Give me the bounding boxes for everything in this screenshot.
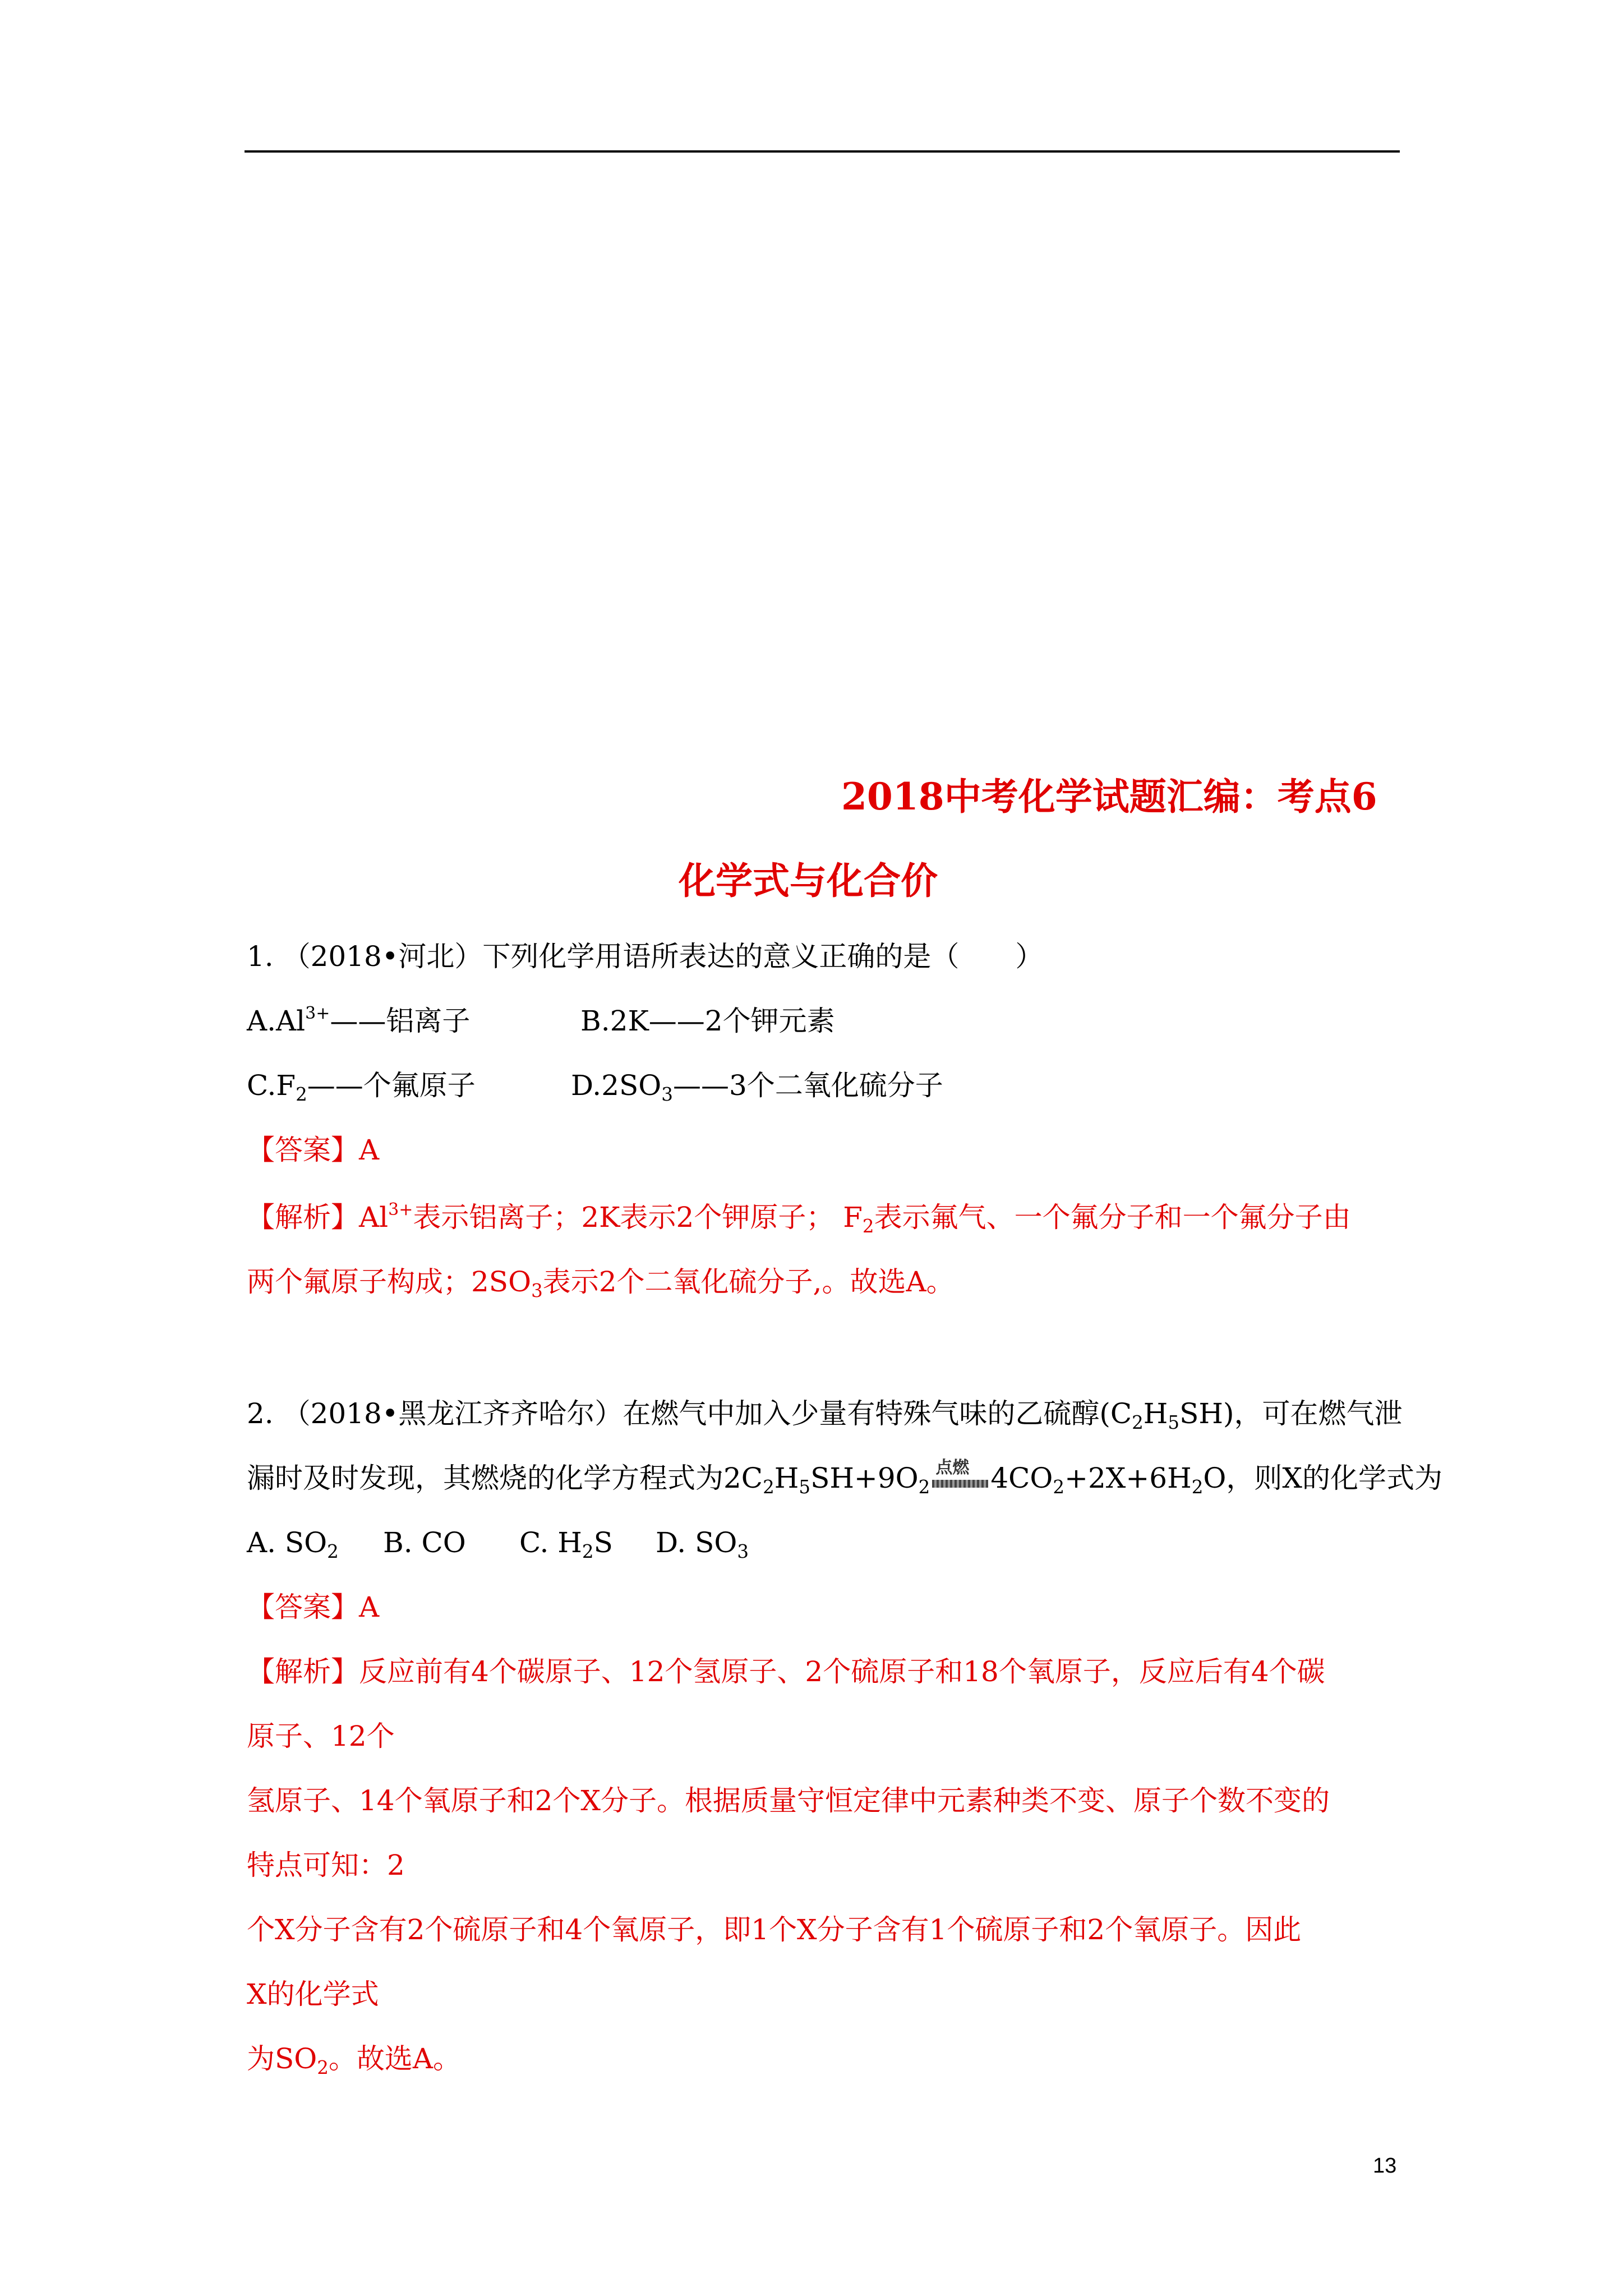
doc-title-line2: 化学式与化合价 (679, 859, 938, 903)
q2-option-d: D. $SO_3$ (656, 1526, 749, 1562)
q2-analysis-line5: 个X分子含有2个硫原子和4个氧原子，即1个X分子含有1个硫原子和2个氧原子。因此 (247, 1913, 1302, 1946)
q2-option-c: C. $H_2S$ (519, 1526, 613, 1562)
q2-analysis-line2: 原子、12个 (247, 1720, 395, 1752)
page-number: 13 (1373, 2154, 1397, 2178)
q2-analysis-line7: 为$SO_2$。故选A。 (247, 2042, 462, 2078)
q2-analysis-line6: X的化学式 (247, 1978, 379, 2010)
q1-answer: 【答案】A (247, 1134, 380, 1166)
header-rule (245, 150, 1400, 153)
q1-options-ab (247, 1004, 835, 1038)
doc-title-line1: 2018中考化学试题汇编：考点6 (841, 775, 1377, 818)
q2-analysis-line3: 氢原子、14个氧原子和2个X分子。根据质量守恒定律中元素种类不变、原子个数不变的 (247, 1784, 1330, 1817)
q1-analysis-line2: 两个氟原子构成；$2SO_3$表示2个二氧化硫分子,。故选A。 (247, 1266, 955, 1301)
q2-analysis-line1: 【解析】反应前有4个碳原子、12个氢原子、2个硫原子和18个氧原子，反应后有4个碳 (247, 1655, 1325, 1688)
q1-option-b: B.2K——2个钾元素 (580, 1005, 835, 1037)
q1-option-c: $C.F_2——$个氟原子 (247, 1069, 476, 1105)
q1-option-d: $D.2SO_3——3$个二氧化硫分子 (571, 1069, 943, 1105)
reaction-condition-arrow: 点燃 (932, 1463, 988, 1491)
q2-analysis-line4: 特点可知：2 (247, 1849, 405, 1881)
q1-analysis-line1: 【解析】$Al^{3+}$表示铝离子；2K表示2个钾原子； $F_2$表示氟气、一个氟分子和一个氟分子由 (247, 1200, 1351, 1237)
q2-option-a: A. $SO_2$ (247, 1526, 339, 1562)
q2-stem-line1: 2. （2018•黑龙江齐齐哈尔）在燃气中加入少量有特殊气味的乙硫醇$(C_2H_5SH)$，可在燃气泄 (247, 1397, 1403, 1433)
q2-option-b: B. CO (383, 1526, 466, 1559)
q1-option-a: $A.Al^{3+}——$铝离子 (247, 1004, 471, 1037)
q2-options (247, 1526, 749, 1562)
q2-stem-line2: 漏时及时发现，其燃烧的化学方程式为$2C_2H_5SH+9O_2$ 点燃 $4CO_2+2X+6H_2O$，则X的化学式为 (247, 1458, 1442, 1498)
q2-answer: 【答案】A (247, 1591, 380, 1623)
q1-stem: 1. （2018•河北）下列化学用语所表达的意义正确的是（ ） (247, 940, 1044, 973)
q1-options-cd (247, 1069, 943, 1105)
